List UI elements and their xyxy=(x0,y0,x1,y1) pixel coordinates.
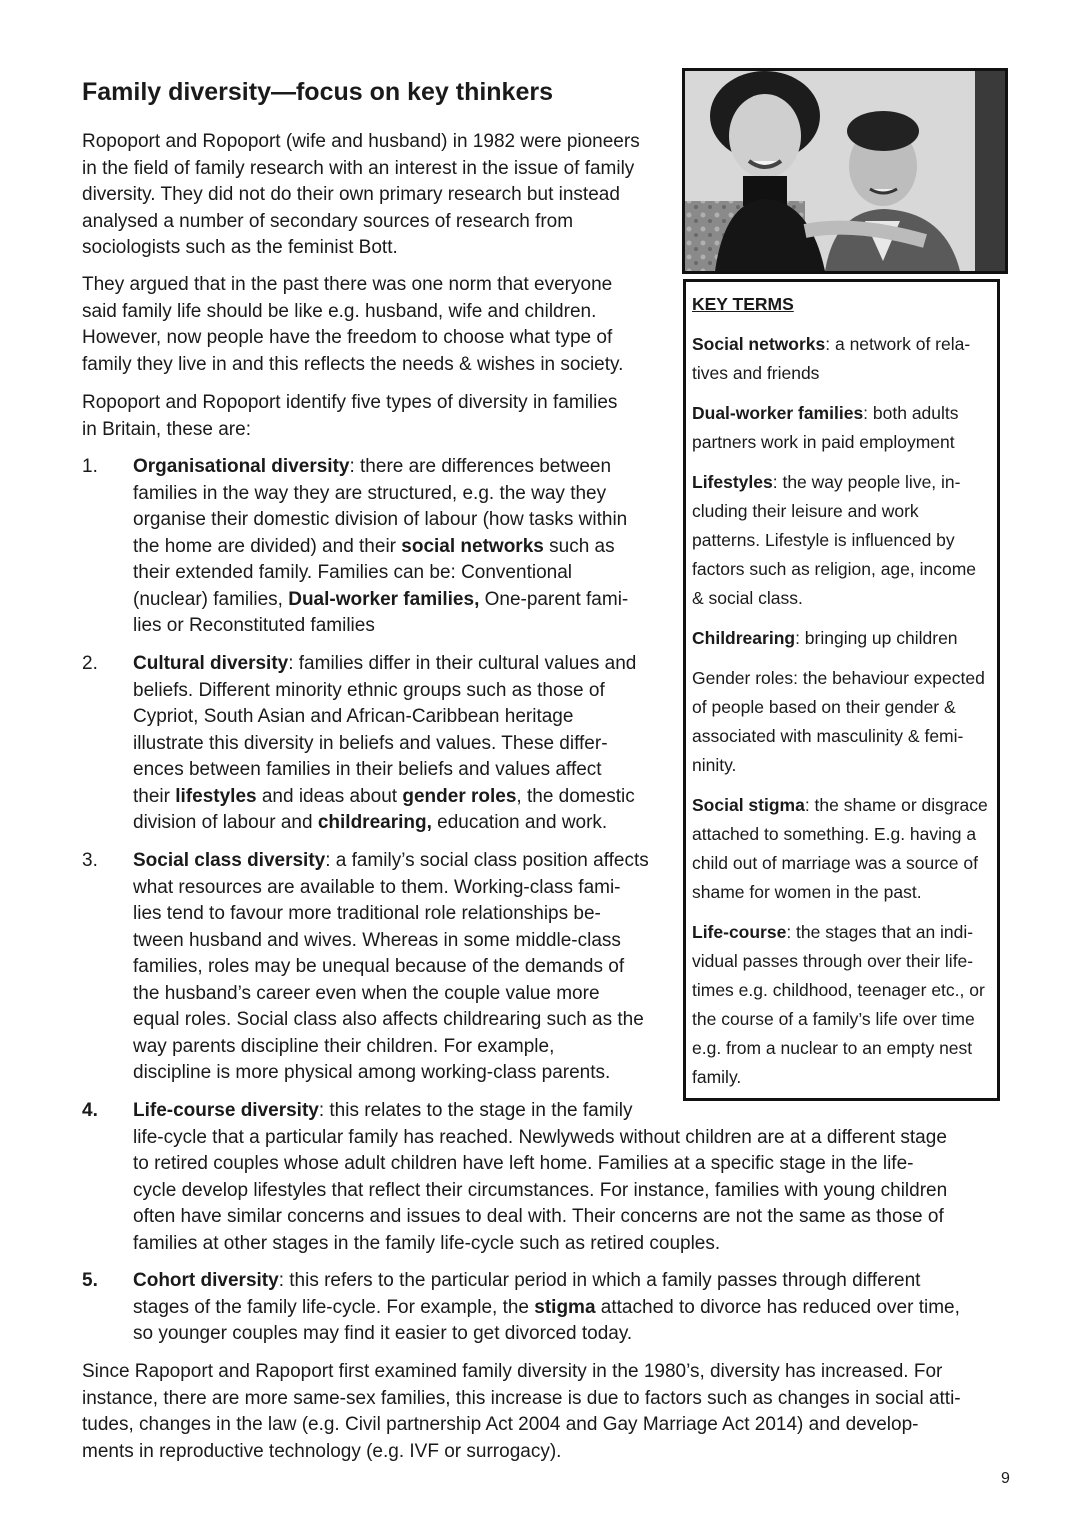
key-term-social-networks: Social networks: a network of rela- tives and friends xyxy=(692,334,971,383)
portrait-photo xyxy=(682,68,1008,274)
intro-paragraph-3: Ropoport and Ropoport identify five types of diversity in families in Britain, these are: xyxy=(82,392,618,440)
intro-paragraph-1: Ropoport and Ropoport (wife and husband) in 1982 were pioneers in the field of family research with an interest in the issue of family diversity. They did not do their own primary research but instead analysed a number of secondary sources of research from sociologists such as the feminist Bott. xyxy=(82,131,640,258)
key-term-lifestyles: Lifestyles: the way people live, in- cluding their leisure and work patterns. Lifestyle is influenced by factors such as religion, age, income & social class. xyxy=(692,472,977,608)
closing-paragraph: Since Rapoport and Rapoport first examined family diversity in the 1980’s, diversity has increased. For instance, there are more same-sex families, this increase is due to factors such as changes in social atti- tudes, changes in the law (e.g. Civil partnership Act 2004 and Gay Marriage Act 2014) and develop- ments in reproductive technology (e.g. IVF or surrogacy). xyxy=(82,1361,961,1462)
key-terms-heading: KEY TERMS xyxy=(692,294,794,314)
key-term-social-stigma: Social stigma: the shame or disgrace attached to something. E.g. having a child out of marriage was a source of shame for women in the past. xyxy=(692,795,988,902)
page-title: Family diversity—focus on key thinkers xyxy=(82,78,553,106)
page-number: 9 xyxy=(1001,1470,1010,1487)
key-term-dual-worker: Dual-worker families: both adults partners work in paid employment xyxy=(692,403,959,452)
portrait-photo-icon xyxy=(685,71,1005,271)
key-terms-box xyxy=(683,279,1000,1101)
intro-paragraph-2: They argued that in the past there was one norm that everyone said family life should be like e.g. husband, wife and children. However, now people have the freedom to choose what type of family they live in and this reflects the needs & wishes in society. xyxy=(82,274,624,375)
key-term-gender-roles: Gender roles: the behaviour expected of people based on their gender & associated with masculinity & femi- ninity. xyxy=(692,668,985,775)
key-term-life-course: Life-course: the stages that an indi- vidual passes through over their life- times e.g. childhood, teenager etc., or the course of a family’s life over time e.g. from a nuclear to an empty nest family. xyxy=(692,922,985,1087)
key-term-childrearing: Childrearing: bringing up children xyxy=(692,628,958,648)
